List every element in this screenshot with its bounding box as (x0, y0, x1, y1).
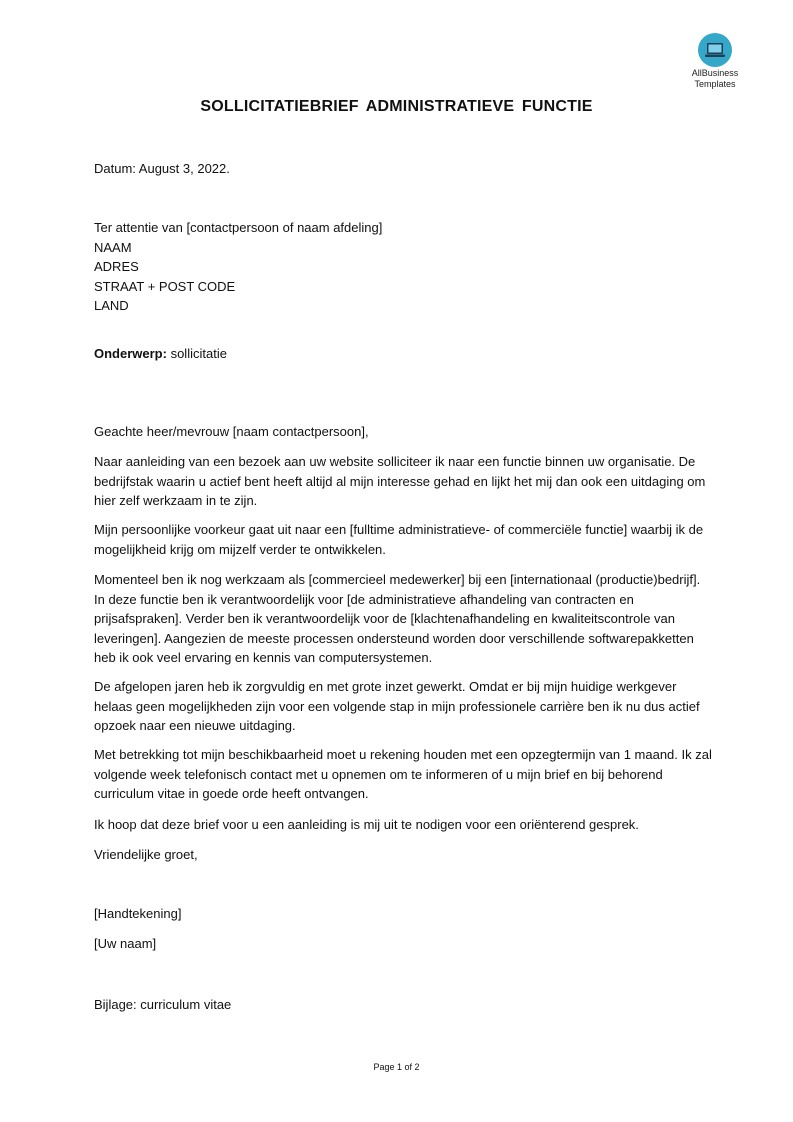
name-placeholder: [Uw naam] (94, 936, 157, 951)
paragraph-text: Momenteel ben ik nog werkzaam als [commercieel medewerker] bij een [internationaal (productie)bedrijf]. In deze functie ben ik verantwoordelijk voor [de administratieve afhandeling van contracten en prijsafspraken]. Verder ben ik verantwoordelijk voor de [klachtenafhandeling en kwaliteitscontrole van leveringen]. Aangezien de meeste processen ondersteund worden door verschillende softwarepakketten heb ik ook veel ervaring en kennis van computersystemen. (94, 572, 701, 665)
date-line: Datum: August 3, 2022. (94, 161, 230, 176)
address-name: NAAM (94, 240, 132, 255)
paragraph-text: Ik hoop dat deze brief voor u een aanleiding is mij uit te nodigen voor een oriënterend gesprek. (94, 817, 639, 832)
logo-text-line2: Templates (694, 79, 736, 89)
body-paragraph-3 (94, 570, 714, 668)
subject-value: sollicitatie (166, 346, 227, 361)
logo-text-line1: AllBusiness (691, 68, 739, 78)
address-adres: ADRES (94, 259, 139, 274)
page-number: Page 1 of 2 (373, 1062, 420, 1072)
body-paragraph-5 (94, 745, 714, 804)
attention-line: Ter attentie van [contactpersoon of naam afdeling] (94, 220, 383, 235)
subject-label: Onderwerp: (94, 346, 167, 361)
attachment-line: Bijlage: curriculum vitae (94, 997, 232, 1012)
address-street: STRAAT + POST CODE (94, 279, 236, 294)
paragraph-text: Naar aanleiding van een bezoek aan uw website solliciteer ik naar een functie binnen uw organisatie. De bedrijfstak waarin u actief bent heeft altijd al mijn interesse gehad en lijkt het mij dan ook een uitdaging om hier zelf werkzaam in te zijn. (94, 454, 706, 508)
company-logo (684, 33, 746, 89)
closing: Vriendelijke groet, (94, 847, 198, 862)
paragraph-text: Mijn persoonlijke voorkeur gaat uit naar een [fulltime administratieve- of commerciële functie] waarbij ik de mogelijkheid krijg om mijzelf verder te ontwikkelen. (94, 522, 704, 557)
body-paragraph-6 (94, 815, 714, 835)
address-country: LAND (94, 298, 129, 313)
page-title: SOLLICITATIEBRIEF ADMINISTRATIEVE FUNCTIE (200, 98, 593, 115)
signature-placeholder: [Handtekening] (94, 906, 182, 921)
paragraph-text: De afgelopen jaren heb ik zorgvuldig en met grote inzet gewerkt. Omdat er bij mijn huidige werkgever helaas geen mogelijkheden zijn voor een volgende stap in mijn professionele carrière ben ik nu dus actief opzoek naar een nieuwe uitdaging. (94, 679, 700, 733)
body-paragraph-2 (94, 520, 714, 559)
body-paragraph-1 (94, 452, 714, 511)
paragraph-text: Met betrekking tot mijn beschikbaarheid moet u rekening houden met een opzegtermijn van 1 maand. Ik zal volgende week telefonisch contact met u opnemen om te informeren of u mijn brief en bij behorend curriculum vitae in goede orde heeft ontvangen. (94, 747, 712, 801)
salutation: Geachte heer/mevrouw [naam contactpersoon], (94, 424, 369, 439)
body-paragraph-4 (94, 677, 714, 736)
laptop-icon (698, 33, 732, 67)
subject-line (94, 344, 227, 364)
